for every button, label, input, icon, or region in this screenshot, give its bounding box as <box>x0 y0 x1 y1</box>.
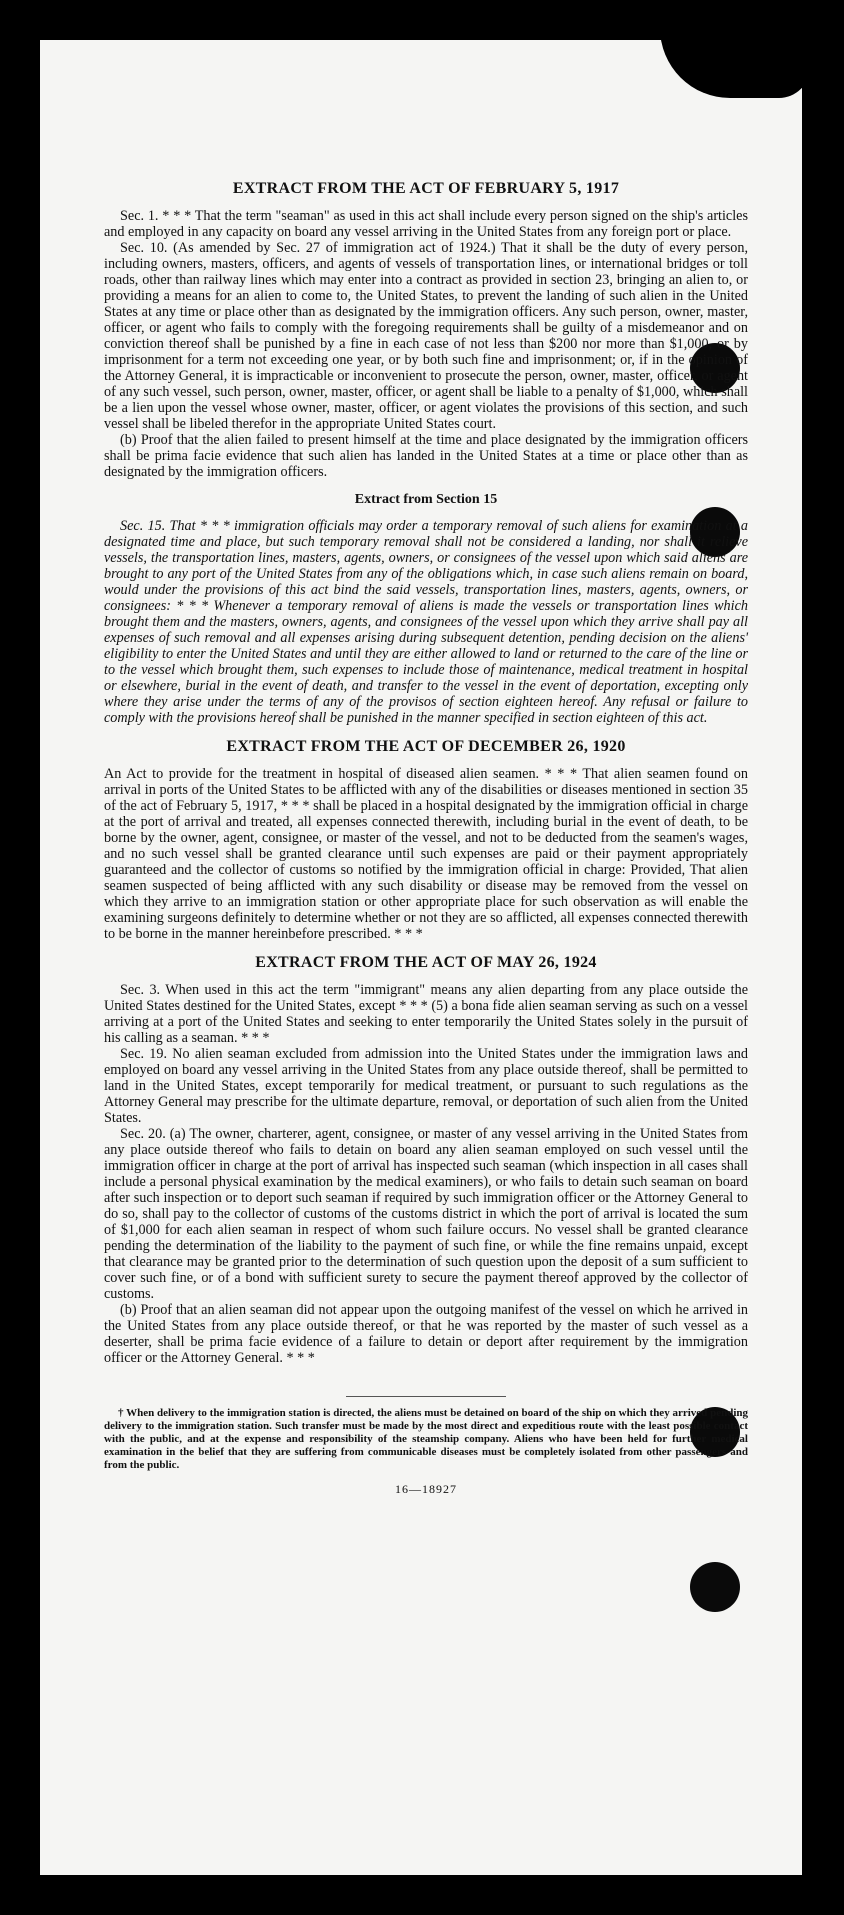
heading-act-1917: EXTRACT FROM THE ACT OF FEBRUARY 5, 1917 <box>232 180 620 197</box>
document-body <box>104 180 748 1497</box>
section-extract-15 <box>104 492 748 726</box>
para-sec1: Sec. 1. * * * That the term "seaman" as used in this act shall include every person signed on the ship's articles and employed in any capacity on board any vessel arriving in the United States from any foreign port or place. <box>104 208 748 240</box>
para-sec20b: (b) Proof that an alien seaman did not appear upon the outgoing manifest of the vessel on which he arrived in the United States from any place outside thereof, or that he was reported by the master of such vessel as a deserter, shall be prima facie evidence of a failure to detain or deport after requirement by the immigration officer or the Attorney General. * * * <box>104 1302 748 1366</box>
section-act-1924 <box>104 954 748 1366</box>
torn-corner <box>660 40 802 98</box>
heading-act-1924: EXTRACT FROM THE ACT OF MAY 26, 1924 <box>255 954 597 971</box>
page-number: 16—18927 <box>395 1482 457 1496</box>
punch-hole-4 <box>690 1562 740 1612</box>
para-1920: An Act to provide for the treatment in hospital of diseased alien seamen. * * * That alien seamen found on arrival in ports of the United States to be afflicted with any of the disabilities or diseases mentioned in section 35 of the act of February 5, 1917, * * * shall be placed in a hospital designated by the immigration official in charge at the port of arrival and treated, all expenses connected therewith, including burial in the event of death, to be borne by the owner, agent, consignee, or master of the vessel, and not to be deducted from the seamen's wages, and no such vessel shall be granted clearance until such expenses are paid or their payment appropriately guaranteed and the collector of customs so notified by the immigration official in charge: Provided, That alien seamen suspected of being afflicted with any such disability or disease may be removed from the vessel on which they arrive to an immigration station or other appropriate place for such observation as will enable the examining surgeons definitely to determine whether or not they are so afflicted, all expenses connected therewith to be borne in the manner hereinbefore prescribed. * * * <box>104 766 748 942</box>
section-act-1917 <box>104 180 748 480</box>
para-sec10: Sec. 10. (As amended by Sec. 27 of immigration act of 1924.) That it shall be the duty of every person, including owners, masters, officers, and agents of vessels of transportation lines, or international bridges or toll roads, other than railway lines which may enter into a contract as provided in section 23, bringing an alien to, or providing a means for an alien to come to, the United States, to prevent the landing of such alien in the United States at any time or place other than as designated by the immigration officers. Any such person, owner, master, officer, or agent who fails to comply with the foregoing requirements shall be guilty of a misdemeanor and on conviction thereof shall be punished by a fine in each case of not less than $200 nor more than $1,000, or by imprisonment for a term not exceeding one year, or by both such fine and imprisonment; or, if in the opinion of the Attorney General, it is impracticable or inconvenient to prosecute the person, owner, master, officer, or agent of any such vessel, such person, owner, master, officer, or agent shall be liable to a penalty of $1,000, which shall be a lien upon the vessel whose owner, master, officer, or agent violates the provisions of this section, and such vessel shall be libeled therefor in the appropriate United States court. <box>104 240 748 432</box>
footnote: † When delivery to the immigration station is directed, the aliens must be detained on board of the ship on which they arrived pending delivery to the immigration station. Such transfer must be made by the most direct and expeditious route with the least possible contact with the public, and at the expense and responsibility of the steamship company. Aliens who have been held for further medical examination in the belief that they are suffering from communicable diseases must be completely isolated from other passengers and from the public. <box>104 1407 748 1471</box>
document-page <box>40 40 802 1875</box>
heading-section-15: Extract from Section 15 <box>354 492 498 507</box>
footnote-divider <box>346 1396 506 1397</box>
heading-act-1920: EXTRACT FROM THE ACT OF DECEMBER 26, 1920 <box>226 738 626 755</box>
para-sec10b: (b) Proof that the alien failed to present himself at the time and place designated by the immigration officers shall be prima facie evidence that such alien has landed in the United States at a time or place other than as designated by the immigration officers. <box>104 432 748 480</box>
section-act-1920 <box>104 738 748 942</box>
para-sec15: Sec. 15. That * * * immigration officials may order a temporary removal of such aliens for examination at a designated time and place, but such temporary removal shall not be considered a landing, nor shall it relieve vessels, the transportation lines, masters, agents, owners, or consignees of the vessel upon which said aliens are brought to any port of the United States from any of the obligations which, in case such aliens remain on board, would under the provisions of this act bind the said vessels, transportation lines, masters, agents, owners, or consignees: * * * Whenever a temporary removal of aliens is made the vessels or transportation lines which brought them and the masters, owners, agents, and consignees of the vessel upon which they arrive shall pay all expenses of such removal and all expenses arising during subsequent detention, pending decision on the aliens' eligibility to enter the United States and until they are either allowed to land or returned to the care of the line or to the vessel which brought them, such expenses to include those of maintenance, medical treatment in hospital or elsewhere, burial in the event of death, and transfer to the vessel in the event of deportation, excepting only where they arise under the terms of any of the provisos of section eighteen hereof. Any refusal or failure to comply with the provisions hereof shall be punished in the manner specified in section eighteen of this act. <box>104 518 748 726</box>
para-sec19: Sec. 19. No alien seaman excluded from admission into the United States under the immigration laws and employed on board any vessel arriving in the United States from any place outside thereof, shall be permitted to land in the United States, except temporarily for medical treatment, or pursuant to such regulations as the Attorney General may prescribe for the ultimate departure, removal, or deportation of such alien from the United States. <box>104 1046 748 1126</box>
para-sec20: Sec. 20. (a) The owner, charterer, agent, consignee, or master of any vessel arriving in the United States from any place outside thereof who fails to detain on board any alien seaman employed on such vessel until the immigration officer in charge at the port of arrival has inspected such seaman (which inspection in all cases shall include a personal physical examination by the medical examiners), or who fails to detain such seaman on board after such inspection or to deport such seaman if required by such immigration officer or the Attorney General to do so, shall pay to the collector of customs of the customs district in which the port of arrival is located the sum of $1,000 for each alien seaman in respect of whom such failure occurs. No vessel shall be granted clearance pending the determination of the liability to the payment of such fine, or while the fine remains unpaid, except that clearance may be granted prior to the determination of such question upon the deposit of a sum sufficient to cover such fine, or of a bond with sufficient surety to secure the payment thereof approved by the collector of customs. <box>104 1126 748 1302</box>
para-sec3: Sec. 3. When used in this act the term "immigrant" means any alien departing from any place outside the United States destined for the United States, except * * * (5) a bona fide alien seaman serving as such on a vessel arriving at a port of the United States and seeking to enter temporarily the United States solely in the pursuit of his calling as a seaman. * * * <box>104 982 748 1046</box>
